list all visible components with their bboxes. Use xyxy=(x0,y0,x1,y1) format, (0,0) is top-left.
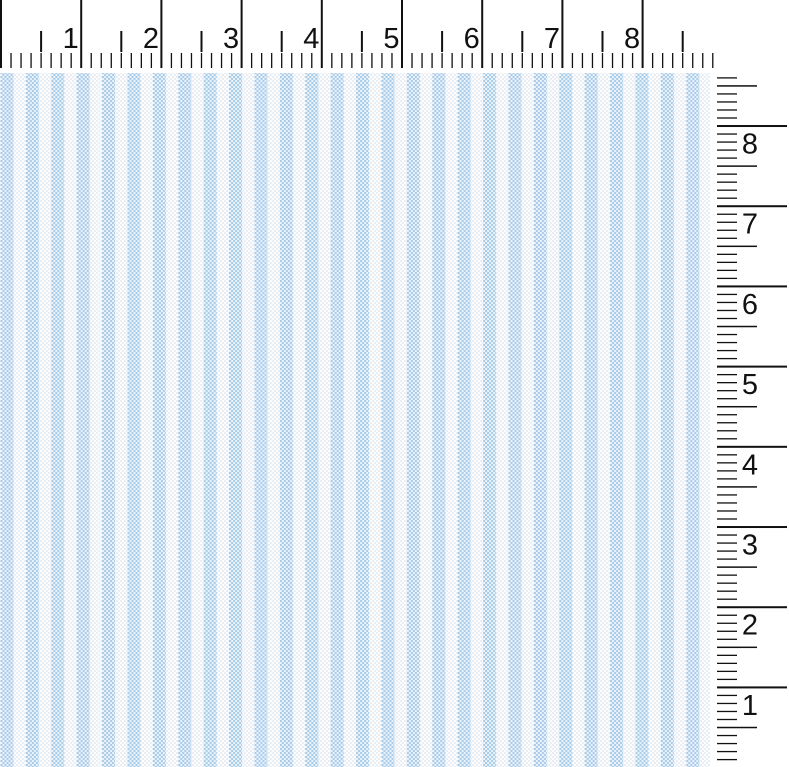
top-ruler-eighth-tick xyxy=(191,53,192,68)
right-ruler-tenth-tick xyxy=(717,190,737,191)
right-ruler-tenth-tick xyxy=(717,358,737,359)
top-ruler-half-tick xyxy=(682,31,684,52)
right-ruler-tenth-tick xyxy=(717,550,737,551)
top-ruler-eighth-tick xyxy=(71,53,72,68)
top-ruler-half-tick xyxy=(281,31,283,52)
top-ruler-eighth-tick xyxy=(50,53,51,68)
right-ruler-half-tick xyxy=(717,326,757,328)
top-ruler-eighth-tick xyxy=(331,53,332,68)
top-ruler-eighth-tick xyxy=(291,53,292,68)
top-ruler-eighth-tick xyxy=(512,53,513,68)
top-ruler-eighth-tick xyxy=(542,53,543,68)
top-ruler-inch-tick xyxy=(80,0,82,68)
top-ruler-inch-tick xyxy=(0,0,2,68)
right-ruler-tenth-tick xyxy=(717,390,737,391)
right-ruler-tenth-tick xyxy=(717,743,737,744)
top-ruler-eighth-tick xyxy=(712,53,713,68)
top-ruler-inch-tick xyxy=(642,0,644,68)
right-ruler xyxy=(717,77,787,760)
right-ruler-tenth-tick xyxy=(717,149,737,150)
top-ruler-eighth-tick xyxy=(622,53,623,68)
right-ruler-tenth-tick xyxy=(717,182,737,183)
right-ruler-inch-tick xyxy=(717,205,787,207)
right-ruler-tenth-tick xyxy=(717,382,737,383)
right-ruler-tenth-tick xyxy=(717,518,737,519)
top-ruler-eighth-tick xyxy=(672,53,673,68)
top-ruler xyxy=(0,0,713,68)
right-ruler-inch-tick xyxy=(717,686,787,688)
right-ruler-inch-label: 6 xyxy=(741,288,759,321)
right-ruler-inch-label: 5 xyxy=(741,369,759,402)
right-ruler-half-tick xyxy=(717,566,757,568)
top-ruler-eighth-tick xyxy=(371,53,372,68)
top-ruler-half-tick xyxy=(602,31,604,52)
right-ruler-tenth-tick xyxy=(717,318,737,319)
right-ruler-tenth-tick xyxy=(717,230,737,231)
right-ruler-inch-label: 3 xyxy=(741,529,759,562)
right-ruler-tenth-tick xyxy=(717,679,737,680)
right-ruler-tenth-tick xyxy=(717,117,737,118)
top-ruler-eighth-tick xyxy=(492,53,493,68)
top-ruler-eighth-tick xyxy=(111,53,112,68)
top-ruler-eighth-tick xyxy=(472,53,473,68)
top-ruler-half-tick xyxy=(521,31,523,52)
right-ruler-tenth-tick xyxy=(717,574,737,575)
right-ruler-tenth-tick xyxy=(717,735,737,736)
right-ruler-tenth-tick xyxy=(717,278,737,279)
right-ruler-tenth-tick xyxy=(717,310,737,311)
right-ruler-tenth-tick xyxy=(717,374,737,375)
right-ruler-tenth-tick xyxy=(717,671,737,672)
right-ruler-inch-tick xyxy=(717,526,787,528)
right-ruler-tenth-tick xyxy=(717,93,737,94)
right-ruler-half-tick xyxy=(717,406,757,408)
right-ruler-tenth-tick xyxy=(717,599,737,600)
right-ruler-tenth-tick xyxy=(717,254,737,255)
top-ruler-eighth-tick xyxy=(91,53,92,68)
right-ruler-tenth-tick xyxy=(717,695,737,696)
fabric-stripe-weave xyxy=(0,73,710,767)
top-ruler-inch-label: 4 xyxy=(303,23,320,55)
right-ruler-inch-tick xyxy=(717,606,787,608)
right-ruler-inch-label: 4 xyxy=(741,449,759,482)
top-ruler-eighth-tick xyxy=(421,53,422,68)
top-ruler-eighth-tick xyxy=(341,53,342,68)
top-ruler-half-tick xyxy=(120,31,122,52)
right-ruler-tenth-tick xyxy=(717,438,737,439)
top-ruler-eighth-tick xyxy=(552,53,553,68)
right-ruler-tenth-tick xyxy=(717,109,737,110)
top-ruler-eighth-tick xyxy=(692,53,693,68)
top-ruler-half-tick xyxy=(201,31,203,52)
top-ruler-inch-tick xyxy=(401,0,403,68)
right-ruler-tenth-tick xyxy=(717,101,737,102)
right-ruler-tenth-tick xyxy=(717,711,737,712)
top-ruler-eighth-tick xyxy=(361,53,362,68)
right-ruler-tenth-tick xyxy=(717,430,737,431)
top-ruler-eighth-tick xyxy=(572,53,573,68)
right-ruler-half-tick xyxy=(717,85,757,87)
top-ruler-half-tick xyxy=(441,31,443,52)
top-ruler-eighth-tick xyxy=(171,53,172,68)
top-ruler-eighth-tick xyxy=(40,53,41,68)
right-ruler-tenth-tick xyxy=(717,173,737,174)
right-ruler-tenth-tick xyxy=(717,454,737,455)
right-ruler-half-tick xyxy=(717,647,757,649)
right-ruler-tenth-tick xyxy=(717,238,737,239)
top-ruler-eighth-tick xyxy=(211,53,212,68)
right-ruler-inch-label: 7 xyxy=(741,208,759,241)
top-ruler-eighth-tick xyxy=(612,53,613,68)
top-ruler-eighth-tick xyxy=(391,53,392,68)
top-ruler-inch-label: 7 xyxy=(543,23,560,55)
right-ruler-inch-tick xyxy=(717,125,787,127)
right-ruler-tenth-tick xyxy=(717,494,737,495)
top-ruler-eighth-tick xyxy=(141,53,142,68)
top-ruler-eighth-tick xyxy=(251,53,252,68)
right-ruler-inch-tick xyxy=(717,366,787,368)
right-ruler-tenth-tick xyxy=(717,534,737,535)
right-ruler-tenth-tick xyxy=(717,350,737,351)
top-ruler-eighth-tick xyxy=(532,53,533,68)
top-ruler-inch-tick xyxy=(561,0,563,68)
top-ruler-inch-label: 1 xyxy=(62,23,79,55)
right-ruler-tenth-tick xyxy=(717,703,737,704)
top-ruler-eighth-tick xyxy=(301,53,302,68)
top-ruler-eighth-tick xyxy=(221,53,222,68)
top-ruler-eighth-tick xyxy=(582,53,583,68)
right-ruler-tenth-tick xyxy=(717,542,737,543)
top-ruler-eighth-tick xyxy=(20,53,21,68)
top-ruler-inch-tick xyxy=(160,0,162,68)
right-ruler-inch-tick xyxy=(717,446,787,448)
top-ruler-eighth-tick xyxy=(101,53,102,68)
top-ruler-inch-label: 5 xyxy=(383,23,400,55)
top-ruler-eighth-tick xyxy=(522,53,523,68)
right-ruler-tenth-tick xyxy=(717,470,737,471)
right-ruler-tenth-tick xyxy=(717,133,737,134)
top-ruler-eighth-tick xyxy=(462,53,463,68)
top-ruler-inch-label: 6 xyxy=(463,23,480,55)
top-ruler-eighth-tick xyxy=(261,53,262,68)
top-ruler-eighth-tick xyxy=(351,53,352,68)
top-ruler-eighth-tick xyxy=(502,53,503,68)
right-ruler-tenth-tick xyxy=(717,663,737,664)
right-ruler-tenth-tick xyxy=(717,198,737,199)
right-ruler-tenth-tick xyxy=(717,719,737,720)
right-ruler-half-tick xyxy=(717,246,757,248)
right-ruler-tenth-tick xyxy=(717,222,737,223)
right-ruler-inch-label: 8 xyxy=(741,128,759,161)
right-ruler-tenth-tick xyxy=(717,502,737,503)
fabric-swatch xyxy=(0,73,710,767)
top-ruler-eighth-tick xyxy=(30,53,31,68)
right-ruler-tenth-tick xyxy=(717,462,737,463)
top-ruler-eighth-tick xyxy=(431,53,432,68)
right-ruler-tenth-tick xyxy=(717,141,737,142)
top-ruler-half-tick xyxy=(40,31,42,52)
top-ruler-inch-tick xyxy=(321,0,323,68)
right-ruler-tenth-tick xyxy=(717,759,737,760)
top-ruler-eighth-tick xyxy=(652,53,653,68)
right-ruler-half-tick xyxy=(717,486,757,488)
top-ruler-eighth-tick xyxy=(271,53,272,68)
top-ruler-inch-label: 8 xyxy=(624,23,641,55)
right-ruler-tenth-tick xyxy=(717,342,737,343)
right-ruler-tenth-tick xyxy=(717,751,737,752)
right-ruler-tenth-tick xyxy=(717,414,737,415)
right-ruler-tenth-tick xyxy=(717,558,737,559)
top-ruler-inch-label: 2 xyxy=(142,23,159,55)
right-ruler-tenth-tick xyxy=(717,655,737,656)
top-ruler-eighth-tick xyxy=(201,53,202,68)
right-ruler-tenth-tick xyxy=(717,591,737,592)
right-ruler-half-tick xyxy=(717,165,757,167)
right-ruler-tenth-tick xyxy=(717,510,737,511)
right-ruler-half-tick xyxy=(717,727,757,729)
top-ruler-eighth-tick xyxy=(131,53,132,68)
top-ruler-eighth-tick xyxy=(61,53,62,68)
top-ruler-eighth-tick xyxy=(381,53,382,68)
right-ruler-tenth-tick xyxy=(717,262,737,263)
top-ruler-eighth-tick xyxy=(311,53,312,68)
right-ruler-tenth-tick xyxy=(717,478,737,479)
top-ruler-eighth-tick xyxy=(10,53,11,68)
top-ruler-eighth-tick xyxy=(682,53,683,68)
top-ruler-eighth-tick xyxy=(181,53,182,68)
top-ruler-eighth-tick xyxy=(151,53,152,68)
right-ruler-tenth-tick xyxy=(717,639,737,640)
top-ruler-eighth-tick xyxy=(602,53,603,68)
right-ruler-tenth-tick xyxy=(717,623,737,624)
right-ruler-tenth-tick xyxy=(717,631,737,632)
right-ruler-tenth-tick xyxy=(717,398,737,399)
top-ruler-eighth-tick xyxy=(662,53,663,68)
right-ruler-tenth-tick xyxy=(717,422,737,423)
right-ruler-inch-tick xyxy=(717,285,787,287)
right-ruler-tenth-tick xyxy=(717,214,737,215)
top-ruler-eighth-tick xyxy=(281,53,282,68)
top-ruler-eighth-tick xyxy=(592,53,593,68)
top-ruler-eighth-tick xyxy=(451,53,452,68)
right-ruler-inch-label: 2 xyxy=(741,609,759,642)
right-ruler-tenth-tick xyxy=(717,302,737,303)
right-ruler-tenth-tick xyxy=(717,270,737,271)
right-ruler-tenth-tick xyxy=(717,583,737,584)
top-ruler-eighth-tick xyxy=(231,53,232,68)
top-ruler-inch-tick xyxy=(241,0,243,68)
right-ruler-tenth-tick xyxy=(717,77,737,78)
top-ruler-half-tick xyxy=(361,31,363,52)
top-ruler-eighth-tick xyxy=(632,53,633,68)
top-ruler-inch-tick xyxy=(481,0,483,68)
right-ruler-tenth-tick xyxy=(717,294,737,295)
right-ruler-tenth-tick xyxy=(717,334,737,335)
right-ruler-inch-label: 1 xyxy=(741,689,759,722)
top-ruler-inch-label: 3 xyxy=(223,23,240,55)
right-ruler-tenth-tick xyxy=(717,157,737,158)
top-ruler-eighth-tick xyxy=(411,53,412,68)
top-ruler-eighth-tick xyxy=(702,53,703,68)
right-ruler-tenth-tick xyxy=(717,615,737,616)
top-ruler-eighth-tick xyxy=(121,53,122,68)
top-ruler-eighth-tick xyxy=(441,53,442,68)
